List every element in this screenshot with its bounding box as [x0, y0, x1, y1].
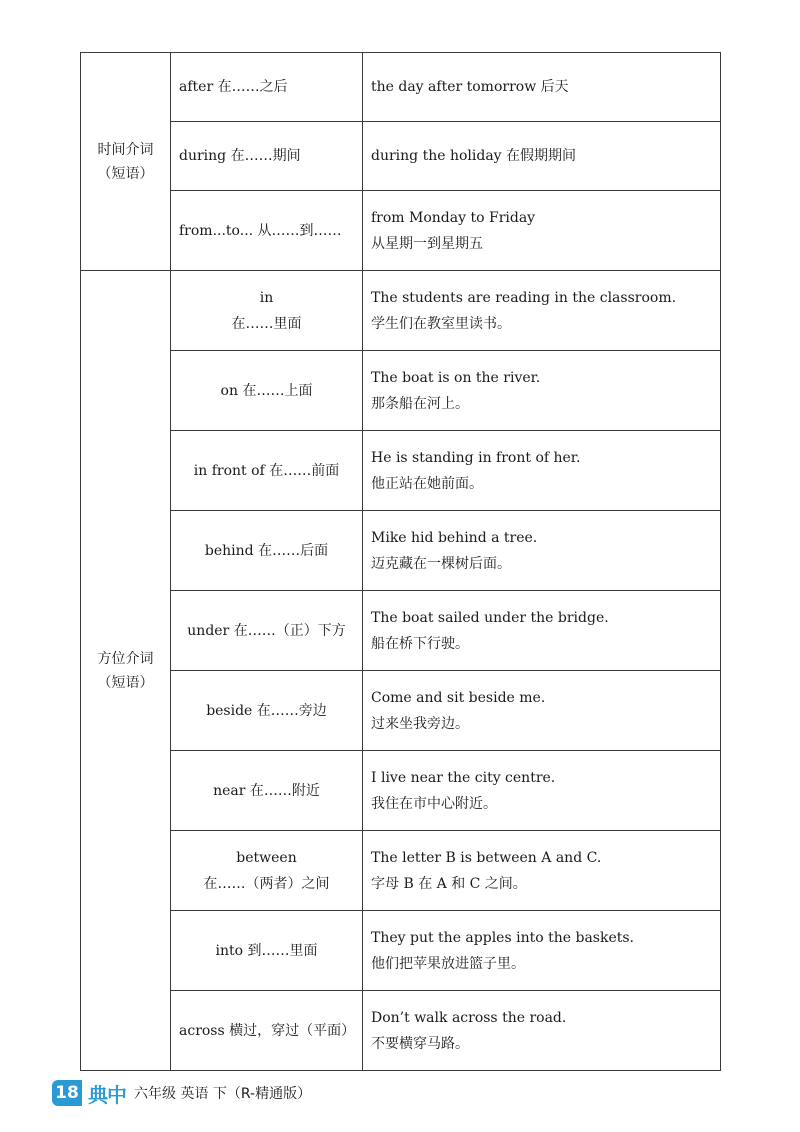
preposition-cell [171, 671, 363, 751]
preposition-cell [171, 991, 363, 1071]
table-row [81, 191, 721, 271]
preposition-cell [171, 122, 363, 191]
preposition-text: from...to... 从……到…… [179, 222, 342, 239]
preposition-cell [171, 53, 363, 122]
preposition-cell [171, 751, 363, 831]
example-translation: 字母 B 在 A 和 C 之间。 [371, 875, 527, 892]
preposition-text: beside 在……旁边 [206, 702, 327, 719]
table-row [81, 351, 721, 431]
table-row [81, 911, 721, 991]
example-cell [363, 911, 721, 991]
category-cell-place [81, 271, 171, 1071]
example-text: I live near the city centre. [371, 769, 556, 786]
preposition-text: in [259, 289, 274, 306]
preposition-text: behind 在……后面 [204, 542, 329, 559]
category-label: 方位介词 [97, 650, 154, 667]
preposition-text: across 横过，穿过（平面） [179, 1022, 356, 1039]
example-cell [363, 591, 721, 671]
example-translation: 他们把苹果放进篮子里。 [371, 955, 525, 972]
example-translation: 我住在市中心附近。 [371, 795, 497, 812]
preposition-text: near 在……附近 [213, 782, 320, 799]
example-translation: 那条船在河上。 [371, 395, 469, 412]
table-row [81, 511, 721, 591]
preposition-cell [171, 591, 363, 671]
example-text: He is standing in front of her. [371, 449, 581, 466]
example-cell [363, 751, 721, 831]
category-label: 时间介词 [97, 141, 154, 158]
category-cell-time [81, 53, 171, 271]
preposition-cell [171, 191, 363, 271]
preposition-text: under 在……（正）下方 [187, 622, 346, 639]
preposition-text: during 在……期间 [179, 148, 301, 164]
example-translation: 他正站在她前面。 [371, 475, 483, 492]
example-cell [363, 831, 721, 911]
example-text: The boat sailed under the bridge. [371, 609, 609, 626]
brand-logo: 典中 [88, 1082, 126, 1107]
example-cell [363, 991, 721, 1071]
example-text: The letter B is between A and C. [371, 849, 602, 866]
example-translation: 过来坐我旁边。 [371, 715, 469, 732]
table-row [81, 991, 721, 1071]
table-row [81, 122, 721, 191]
example-cell [363, 431, 721, 511]
example-translation: 船在桥下行驶。 [371, 635, 469, 652]
example-text: Come and sit beside me. [371, 689, 546, 706]
preposition-cell [171, 271, 363, 351]
preposition-text: on 在……上面 [220, 382, 313, 399]
table-row [81, 831, 721, 911]
example-text: Mike hid behind a tree. [371, 529, 538, 546]
preposition-text: in front of 在……前面 [193, 462, 340, 479]
example-cell [363, 53, 721, 122]
category-label: （短语） [97, 165, 154, 182]
category-label: （短语） [97, 674, 154, 691]
example-cell [363, 351, 721, 431]
example-translation: 学生们在教室里读书。 [371, 315, 511, 332]
example-text: The boat is on the river. [371, 369, 541, 386]
example-text: the day after tomorrow 后天 [371, 79, 569, 95]
grammar-table [80, 52, 721, 1071]
example-translation: 迈克藏在一棵树后面。 [371, 555, 511, 572]
example-text: They put the apples into the baskets. [371, 929, 634, 946]
preposition-text: into 到……里面 [215, 942, 318, 959]
preposition-meaning: 在……（两者）之间 [203, 875, 330, 892]
preposition-cell [171, 351, 363, 431]
table-row [81, 53, 721, 122]
preposition-cell [171, 911, 363, 991]
table-row [81, 591, 721, 671]
preposition-cell [171, 511, 363, 591]
book-title: 六年级 英语 下（R-精通版） [134, 1086, 312, 1102]
preposition-meaning: 在……里面 [231, 315, 302, 332]
example-text: during the holiday 在假期期间 [371, 148, 577, 164]
table-row [81, 671, 721, 751]
example-cell [363, 671, 721, 751]
example-cell [363, 511, 721, 591]
preposition-cell [171, 831, 363, 911]
example-cell [363, 191, 721, 271]
example-text: Don’t walk across the road. [371, 1009, 567, 1026]
preposition-cell [171, 431, 363, 511]
page-footer [52, 1077, 311, 1109]
preposition-text: after 在……之后 [179, 79, 288, 95]
example-text: from Monday to Friday [371, 209, 536, 226]
example-translation: 从星期一到星期五 [371, 235, 483, 252]
example-translation: 不要横穿马路。 [371, 1035, 469, 1052]
page-number: 18 [52, 1080, 82, 1106]
example-text: The students are reading in the classroom. [371, 289, 677, 306]
table-row [81, 271, 721, 351]
example-cell [363, 122, 721, 191]
table-row [81, 431, 721, 511]
preposition-text: between [236, 849, 297, 866]
example-cell [363, 271, 721, 351]
table-row [81, 751, 721, 831]
